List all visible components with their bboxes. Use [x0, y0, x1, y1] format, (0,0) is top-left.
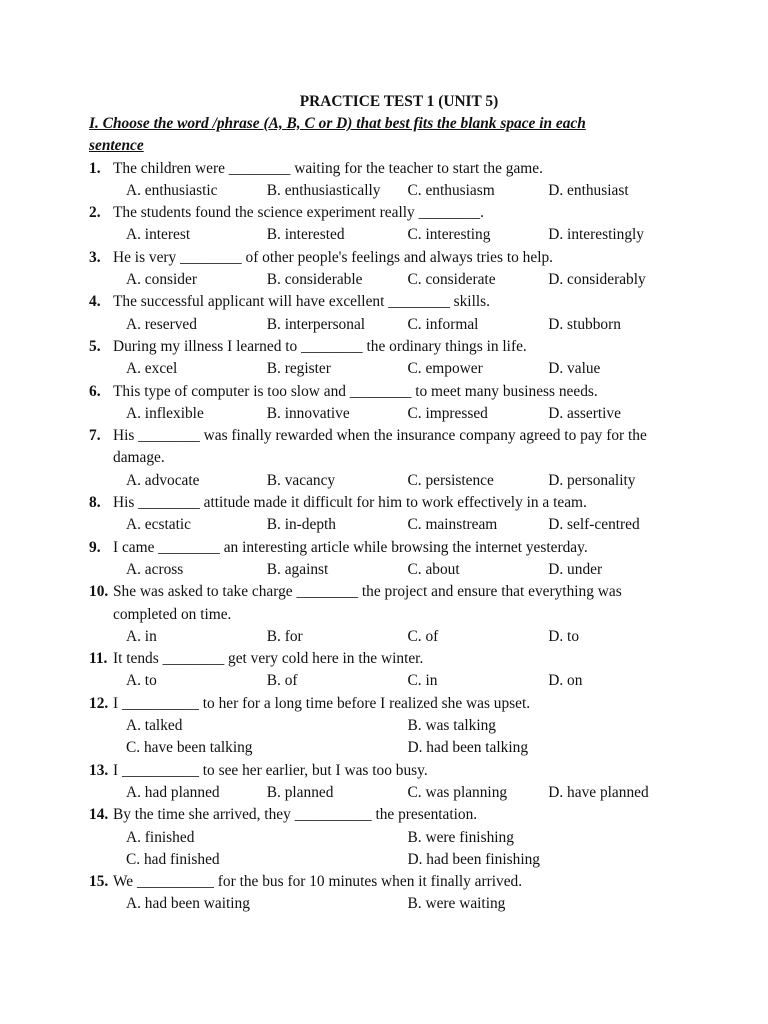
question-14-options-row-2	[89, 849, 689, 871]
option-d: D. personality	[548, 471, 636, 489]
option-c: C. mainstream	[407, 516, 498, 534]
option-a: A. talked	[126, 717, 183, 735]
question-9	[89, 537, 689, 559]
option-b: B. for	[266, 627, 303, 645]
question-5	[89, 336, 689, 358]
option-d: D. have planned	[548, 783, 649, 801]
question-7-options	[89, 470, 689, 492]
option-d: D. value	[548, 360, 601, 378]
option-c: C. persistence	[407, 471, 494, 489]
option-c: C. have been talking	[126, 739, 253, 757]
question-4	[89, 291, 689, 313]
option-c: C. in	[407, 672, 438, 690]
question-text: She was asked to take charge ________ the project and ensure that everything was completed on time.	[113, 583, 622, 623]
question-11-options	[89, 670, 689, 692]
question-text: His ________ attitude made it difficult for him to work effectively in a team.	[113, 494, 587, 512]
question-number: 8.	[89, 494, 101, 512]
question-text: I __________ to her for a long time before I realized she was upset.	[113, 694, 531, 712]
question-9-options	[89, 559, 689, 581]
question-number: 2.	[89, 204, 101, 222]
option-a: A. advocate	[126, 471, 200, 489]
option-c: C. of	[407, 627, 439, 645]
option-a: A. to	[126, 672, 157, 690]
question-number: 11.	[89, 650, 108, 668]
option-d: D. stubborn	[548, 315, 621, 333]
question-15	[89, 871, 689, 893]
option-d: D. interestingly	[548, 226, 644, 244]
option-b: B. were finishing	[407, 828, 514, 846]
option-b: B. against	[266, 560, 329, 578]
option-c: C. enthusiasm	[407, 181, 495, 199]
option-d: D. had been finishing	[407, 850, 541, 868]
option-a: A. interest	[126, 226, 191, 244]
question-number: 1.	[89, 159, 101, 177]
question-list	[89, 158, 689, 916]
document-page	[89, 91, 689, 916]
question-text: His ________ was finally rewarded when the insurance company agreed to pay for the damage.	[113, 427, 647, 467]
question-3-options	[89, 269, 689, 291]
option-d: D. on	[548, 672, 583, 690]
question-13	[89, 760, 689, 782]
option-b: B. in-depth	[266, 516, 337, 534]
question-14-options-row-1	[89, 827, 689, 849]
option-d: D. self-centred	[548, 516, 640, 534]
question-number: 3.	[89, 248, 101, 266]
question-1	[89, 158, 689, 180]
option-d: D. to	[548, 627, 580, 645]
question-12-options-row-1	[89, 715, 689, 737]
option-c: C. informal	[407, 315, 479, 333]
option-c: C. considerate	[407, 271, 496, 289]
option-a: A. inflexible	[126, 404, 204, 422]
option-a: A. ecstatic	[126, 516, 191, 534]
option-b: B. enthusiastically	[266, 181, 381, 199]
question-7	[89, 425, 689, 470]
option-b: B. vacancy	[266, 471, 336, 489]
option-c: C. interesting	[407, 226, 491, 244]
question-number: 7.	[89, 427, 101, 445]
section-instruction: I. Choose the word /phrase (A, B, C or D) that best fits the blank space in each sentence	[89, 115, 586, 155]
question-text: The successful applicant will have excellent ________ skills.	[113, 293, 490, 311]
question-5-options	[89, 358, 689, 380]
question-text: It tends ________ get very cold here in the winter.	[113, 650, 424, 668]
option-a: A. had been waiting	[126, 895, 250, 913]
option-d: D. enthusiast	[548, 181, 629, 199]
option-b: B. register	[266, 360, 331, 378]
question-number: 12.	[89, 694, 109, 712]
question-3	[89, 247, 689, 269]
question-text: I came ________ an interesting article while browsing the internet yesterday.	[113, 538, 588, 556]
question-number: 5.	[89, 337, 101, 355]
question-11	[89, 648, 689, 670]
question-12	[89, 693, 689, 715]
option-c: C. empower	[407, 360, 483, 378]
option-d: D. considerably	[548, 271, 646, 289]
question-text: I __________ to see her earlier, but I was too busy.	[113, 761, 428, 779]
option-d: D. under	[548, 560, 603, 578]
option-a: A. across	[126, 560, 184, 578]
option-a: A. enthusiastic	[126, 181, 218, 199]
option-a: A. had planned	[126, 783, 220, 801]
option-b: B. innovative	[266, 404, 350, 422]
question-number: 13.	[89, 761, 109, 779]
question-10	[89, 581, 689, 626]
question-text: The students found the science experiment really ________.	[113, 204, 484, 222]
question-number: 10.	[89, 583, 109, 601]
question-number: 4.	[89, 293, 101, 311]
option-a: A. excel	[126, 360, 178, 378]
question-10-options	[89, 626, 689, 648]
question-14	[89, 804, 689, 826]
option-b: B. interested	[266, 226, 345, 244]
question-8	[89, 492, 689, 514]
question-12-options-row-2	[89, 737, 689, 759]
option-c: C. had finished	[126, 850, 220, 868]
question-1-options	[89, 180, 689, 202]
option-c: C. was planning	[407, 783, 508, 801]
option-c: C. impressed	[407, 404, 488, 422]
option-b: B. of	[266, 672, 298, 690]
option-b: B. interpersonal	[266, 315, 366, 333]
question-6-options	[89, 403, 689, 425]
question-number: 14.	[89, 806, 109, 824]
option-b: B. was talking	[407, 717, 496, 735]
question-number: 15.	[89, 873, 109, 891]
question-text: By the time she arrived, they __________ the presentation.	[113, 806, 478, 824]
question-6	[89, 381, 689, 403]
option-b: B. planned	[266, 783, 334, 801]
question-text: We __________ for the bus for 10 minutes when it finally arrived.	[113, 873, 523, 891]
question-2	[89, 202, 689, 224]
option-d: D. assertive	[548, 404, 621, 422]
option-b: B. were waiting	[407, 895, 506, 913]
option-a: A. reserved	[126, 315, 197, 333]
question-2-options	[89, 224, 689, 246]
question-13-options	[89, 782, 689, 804]
question-8-options	[89, 514, 689, 536]
option-a: A. in	[126, 627, 157, 645]
option-a: A. finished	[126, 828, 195, 846]
question-15-options-row-1	[89, 893, 689, 915]
question-text: He is very ________ of other people's feelings and always tries to help.	[113, 248, 554, 266]
page-title: PRACTICE TEST 1 (UNIT 5)	[299, 93, 499, 110]
option-d: D. had been talking	[407, 739, 529, 757]
question-text: The children were ________ waiting for the teacher to start the game.	[113, 159, 543, 177]
question-number: 6.	[89, 382, 101, 400]
option-b: B. considerable	[266, 271, 363, 289]
question-number: 9.	[89, 538, 101, 556]
question-4-options	[89, 314, 689, 336]
option-c: C. about	[407, 560, 460, 578]
question-text: This type of computer is too slow and ________ to meet many business needs.	[113, 382, 598, 400]
option-a: A. consider	[126, 271, 197, 289]
question-text: During my illness I learned to ________ the ordinary things in life.	[113, 337, 527, 355]
